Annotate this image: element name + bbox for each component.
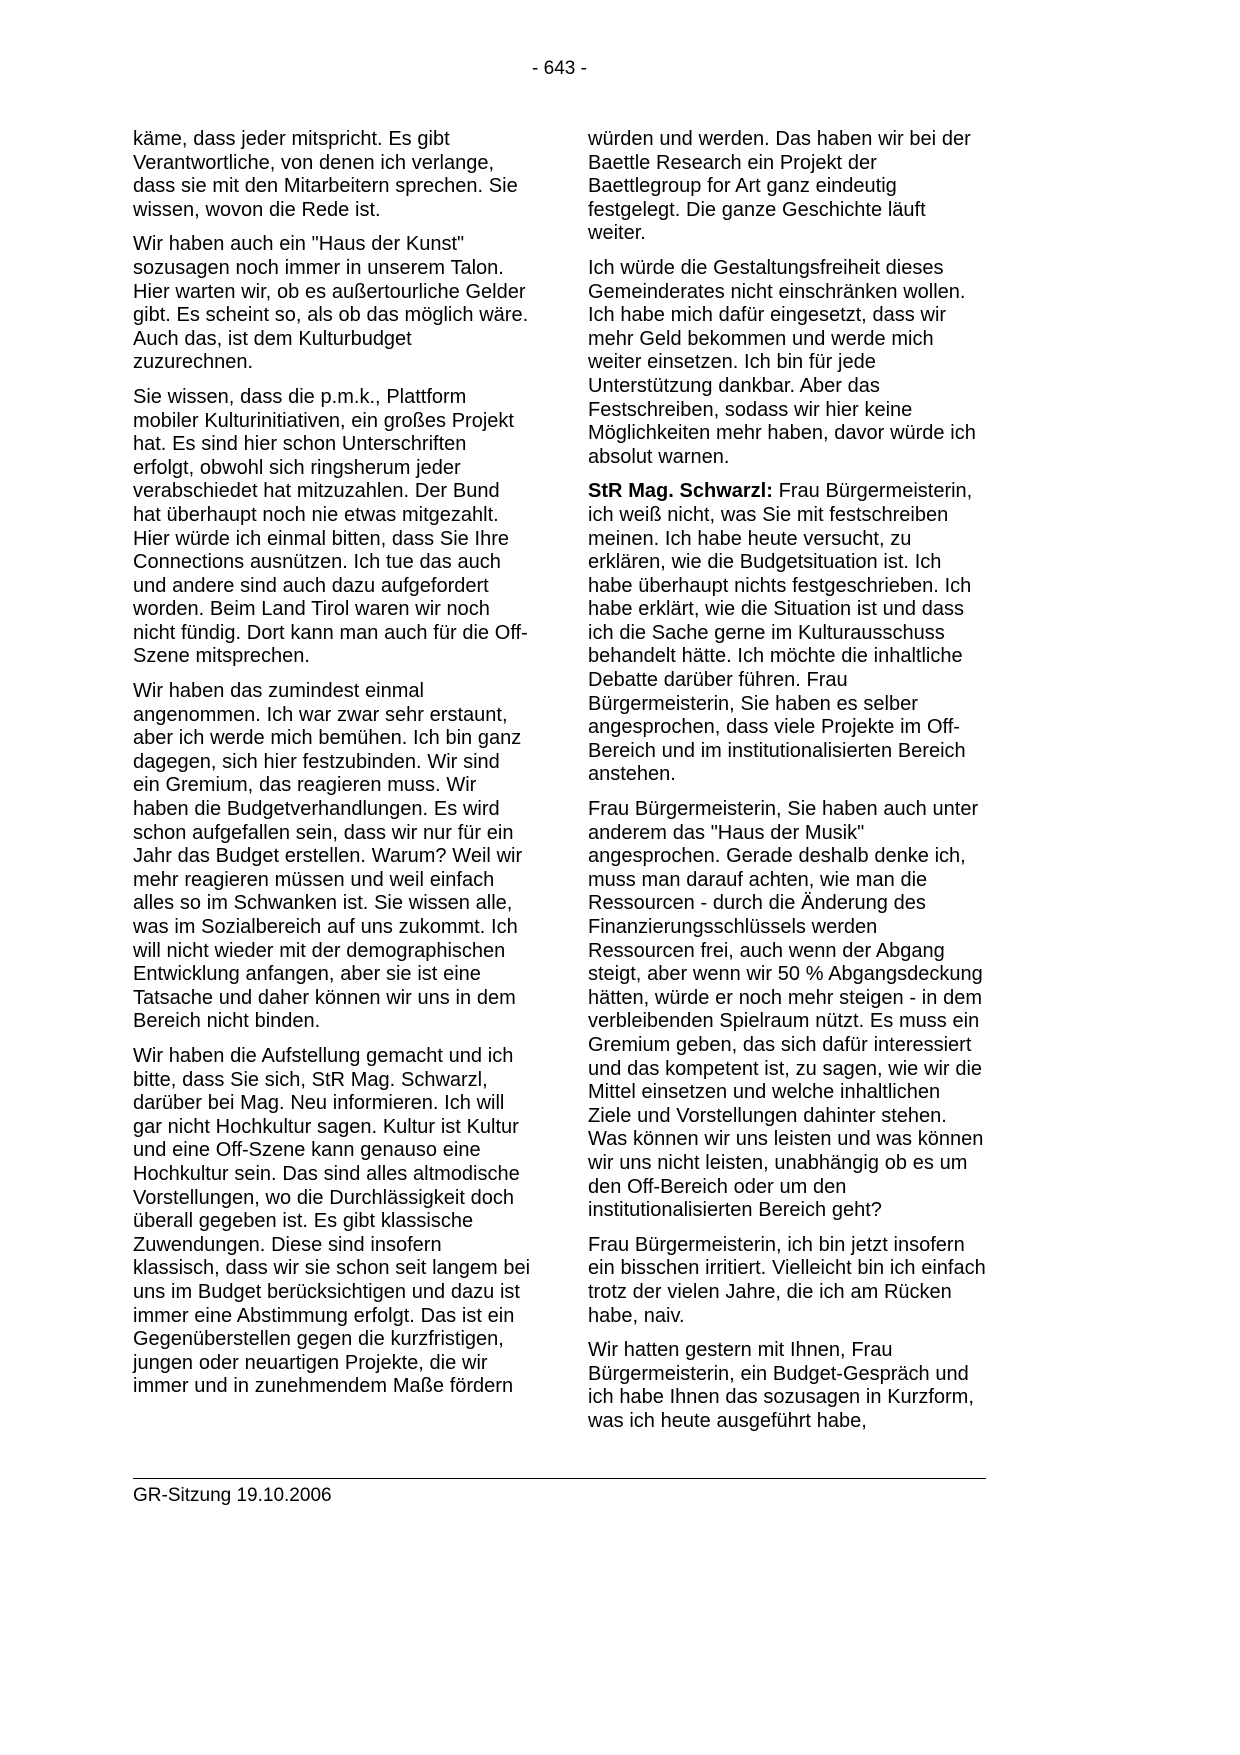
paragraph: Sie wissen, dass die p.m.k., Plattform mobiler Kulturinitiativen, ein großes Projekt hat. Es sind hier schon Unterschriften erfolgt, obwohl sich ringsherum jeder verabschiedet hat mitzuzahlen. Der Bund hat überhaupt noch nie etwas mitgezahlt. Hier würde ich einmal bitten, dass Sie Ihre Connections ausnützen. Ich tue das auch und andere sind auch dazu aufgefordert worden. Beim Land Tirol waren wir noch nicht fündig. Dort kann man auch für die Off-Szene mitsprechen. xyxy=(133,385,528,668)
speaker-name: StR Mag. Schwarzl: xyxy=(588,480,773,503)
two-column-layout xyxy=(133,128,986,1444)
paragraph: Wir haben auch ein "Haus der Kunst" sozusagen noch immer in unserem Talon. Hier warten wir, ob es außertourliche Gelder gibt. Es scheint so, als ob das möglich wäre. Auch das, ist dem Kulturbudget zuzurechnen. xyxy=(133,233,529,374)
page-footer: GR-Sitzung 19.10.2006 xyxy=(133,1478,986,1507)
paragraph: käme, dass jeder mitspricht. Es gibt Verantwortliche, von denen ich verlange, dass sie mit den Mitarbeitern sprechen. Sie wissen, wovon die Rede ist. xyxy=(133,128,518,221)
page-content xyxy=(133,58,986,1444)
paragraph: Frau Bürgermeisterin, Sie haben auch unter anderem das "Haus der Musik" angesprochen. Gerade deshalb denke ich, muss man darauf achten, wie man die Ressourcen - durch die Änderung des Finanzierungsschlüssels werden Ressourcen frei, auch wenn der Abgang steigt, aber wenn wir 50 % Abgangsdeckung hätten, würde er noch mehr steigen - in dem verbleibenden Spielraum nützt. Es muss ein Gremium geben, das sich dafür interessiert und das kompetent ist, zu sagen, wie wir die Mittel einsetzen und welche inhaltlichen Ziele und Vorstellungen dahinter stehen. Was können wir uns leisten und was können wir uns nicht leisten, unabhängig ob es um den Off-Bereich oder um den institutionalisierten Bereich geht? xyxy=(588,798,984,1222)
paragraph: Wir hatten gestern mit Ihnen, Frau Bürgermeisterin, ein Budget-Gespräch und ich habe Ihnen das sozusagen in Kurzform, was ich heute ausgeführt habe, xyxy=(588,1339,974,1432)
page-number: - 643 - xyxy=(532,58,587,79)
left-column xyxy=(133,128,531,1444)
paragraph: Wir haben die Aufstellung gemacht und ich bitte, dass Sie sich, StR Mag. Schwarzl, darüber bei Mag. Neu informieren. Ich will gar nicht Hochkultur sagen. Kultur ist Kultur und eine Off-Szene kann genauso eine Hochkultur sein. Das sind alles altmodische Vorstellungen, wo die Durchlässigkeit doch überall gegeben ist. Es gibt klassische Zuwendungen. Diese sind insofern klassisch, dass wir sie schon seit langem bei uns im Budget berücksichtigen und dazu ist immer eine Abstimmung erfolgt. Das ist ein Gegenüberstellen gegen die kurzfristigen, jungen oder neuartigen Projekte, die wir immer und in zunehmendem Maße fördern xyxy=(133,1044,531,1398)
paragraph: würden und werden. Das haben wir bei der Baettle Research ein Projekt der Baettlegroup for Art ganz eindeutig festgelegt. Die ganze Geschichte läuft weiter. xyxy=(588,128,971,245)
paragraph: Ich würde die Gestaltungsfreiheit dieses Gemeinderates nicht einschränken wollen. Ich habe mich dafür eingesetzt, dass wir mehr Geld bekommen und werde mich weiter einsetzen. Ich bin für jede Unterstützung dankbar. Aber das Festschreiben, sodass wir hier keine Möglichkeiten mehr haben, davor würde ich absolut warnen. xyxy=(588,256,976,468)
paragraph-speaker xyxy=(588,480,986,787)
paragraph: Frau Bürgermeisterin, ich bin jetzt insofern ein bisschen irritiert. Vielleicht bin ich einfach trotz der vielen Jahre, die ich am Rücken habe, naiv. xyxy=(588,1233,986,1327)
paragraph: Wir haben das zumindest einmal angenommen. Ich war zwar sehr erstaunt, aber ich werde mich bemühen. Ich bin ganz dagegen, sich hier festzubinden. Wir sind ein Gremium, das reagieren muss. Wir haben die Budgetverhandlungen. Es wird schon aufgefallen sein, dass wir nur für ein Jahr das Budget erstellen. Warum? Weil wir mehr reagieren müssen und weil einfach alles so im Schwanken ist. Sie wissen alle, was im Sozialbereich auf uns zukommt. Ich will nicht wieder mit der demographischen Entwicklung anfangen, aber sie ist eine Tatsache und daher können wir uns in dem Bereich nicht binden. xyxy=(133,680,523,1033)
right-column xyxy=(588,128,986,1444)
speaker-statement: Frau Bürgermeisterin, ich weiß nicht, was Sie mit festschreiben meinen. Ich habe heute versucht, zu erklären, wie die Budgetsituation ist. Ich habe überhaupt nichts festgeschrieben. Ich habe erklärt, wie die Situation ist und dass ich die Sache gerne im Kulturausschuss behandelt hätte. Ich möchte die inhaltliche Debatte darüber führen. Frau Bürgermeisterin, Sie haben es selber angesprochen, dass viele Projekte im Off-Bereich und im institutionalisierten Bereich anstehen. xyxy=(588,480,973,786)
